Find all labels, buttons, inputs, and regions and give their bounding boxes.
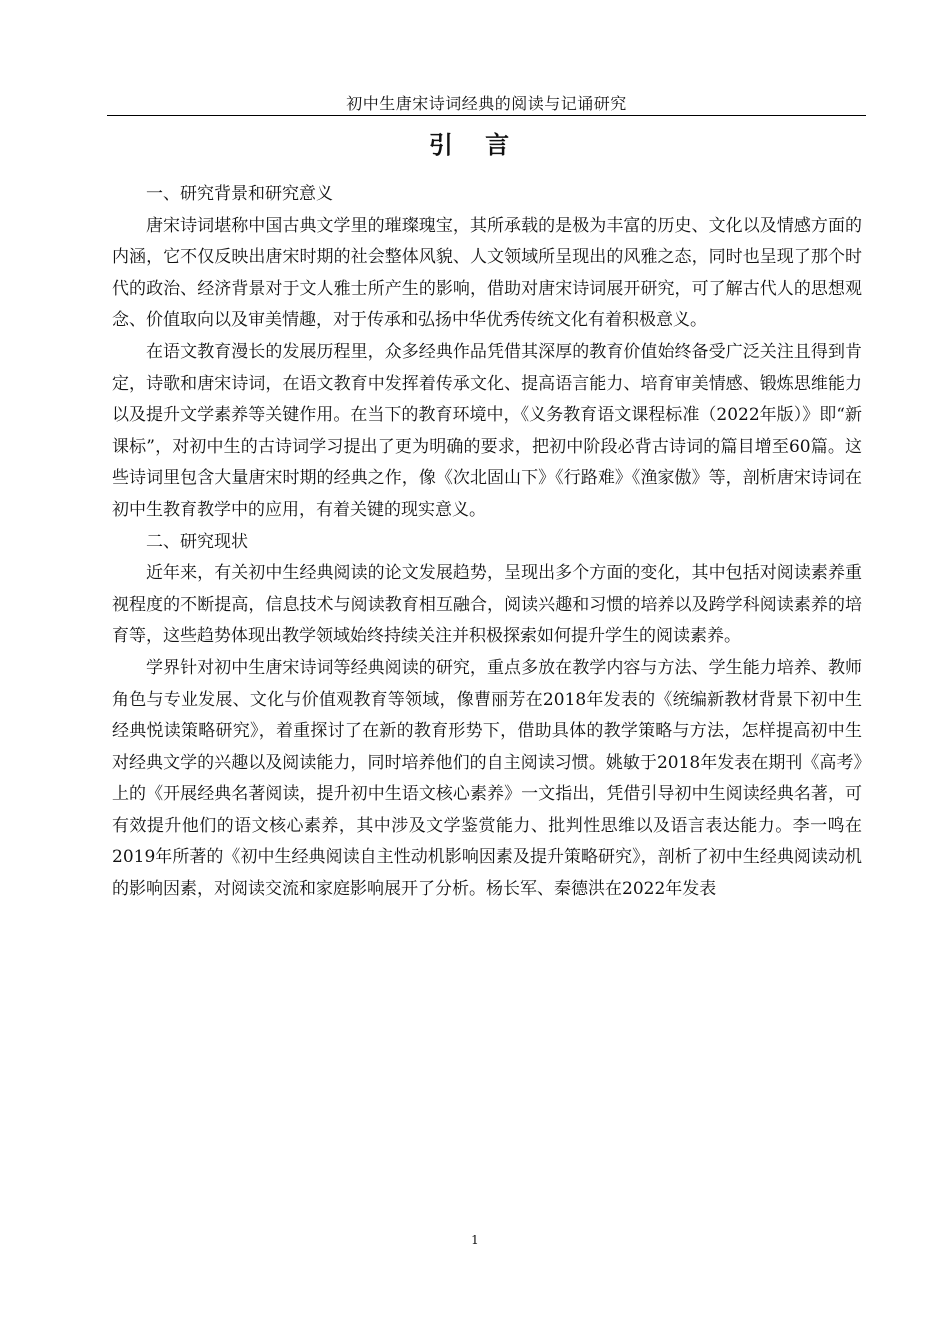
paragraph-status-2: 学界针对初中生唐宋诗词等经典阅读的研究，重点多放在教学内容与方法、学生能力培养、教师角色与专业发展、文化与价值观教育等领域，像曹丽芳在2018年发表的《统编新教材背景下初中生经典悦读策略研究》，着重探讨了在新的教育形势下，借助具体的教学策略与方法，怎样提高初中生对经典文学的兴趣以及阅读能力，同时培养他们的自主阅读习惯。姚敏于2018年发表在期刊《高考》上的《开展经典名著阅读，提升初中生语文核心素养》一文指出，凭借引导初中生阅读经典名著，可有效提升他们的语文核心素养，其中涉及文学鉴赏能力、批判性思维以及语言表达能力。李一鸣在2019年所著的《初中生经典阅读自主性动机影响因素及提升策略研究》，剖析了初中生经典阅读动机的影响因素，对阅读交流和家庭影响展开了分析。杨长军、秦德洪在2022年发表 (112, 657, 862, 900)
running-header: 初中生唐宋诗词经典的阅读与记诵研究 (107, 92, 866, 116)
section-heading-status: 二、研究现状 (146, 531, 248, 552)
page-title: 引 言 (428, 131, 522, 159)
page-number: 1 (471, 1233, 479, 1247)
body-text (112, 179, 862, 906)
section-heading-background: 一、研究背景和研究意义 (146, 184, 333, 204)
paragraph-background-1: 唐宋诗词堪称中国古典文学里的璀璨瑰宝，其所承载的是极为丰富的历史、文化以及情感方面的内涵，它不仅反映出唐宋时期的社会整体风貌、人文领域所呈现出的风雅之态，同时也呈现了那个时代的政治、经济背景对于文人雅士所产生的影响，借助对唐宋诗词展开研究，可了解古代人的思想观念、价值取向以及审美情趣，对于传承和弘扬中华优秀传统文化有着积极意义。 (112, 215, 862, 331)
paragraph-background-2: 在语文教育漫长的发展历程里，众多经典作品凭借其深厚的教育价值始终备受广泛关注且得到肯定，诗歌和唐宋诗词，在语文教育中发挥着传承文化、提高语言能力、培育审美情感、锻炼思维能力以及提升文学素养等关键作用。在当下的教育环境中，《义务教育语文课程标准（2022年版）》即“新课标”，对初中生的古诗词学习提出了更为明确的要求，把初中阶段必背古诗词的篇目增至60篇。这些诗词里包含大量唐宋时期的经典之作，像《次北固山下》《行路难》《渔家傲》等，剖析唐宋诗词在初中生教育教学中的应用，有着关键的现实意义。 (112, 341, 862, 520)
paragraph-status-1: 近年来，有关初中生经典阅读的论文发展趋势，呈现出多个方面的变化，其中包括对阅读素养重视程度的不断提高，信息技术与阅读教育相互融合，阅读兴趣和习惯的培养以及跨学科阅读素养的培育等，这些趋势体现出教学领域始终持续关注并积极探索如何提升学生的阅读素养。 (112, 563, 862, 647)
